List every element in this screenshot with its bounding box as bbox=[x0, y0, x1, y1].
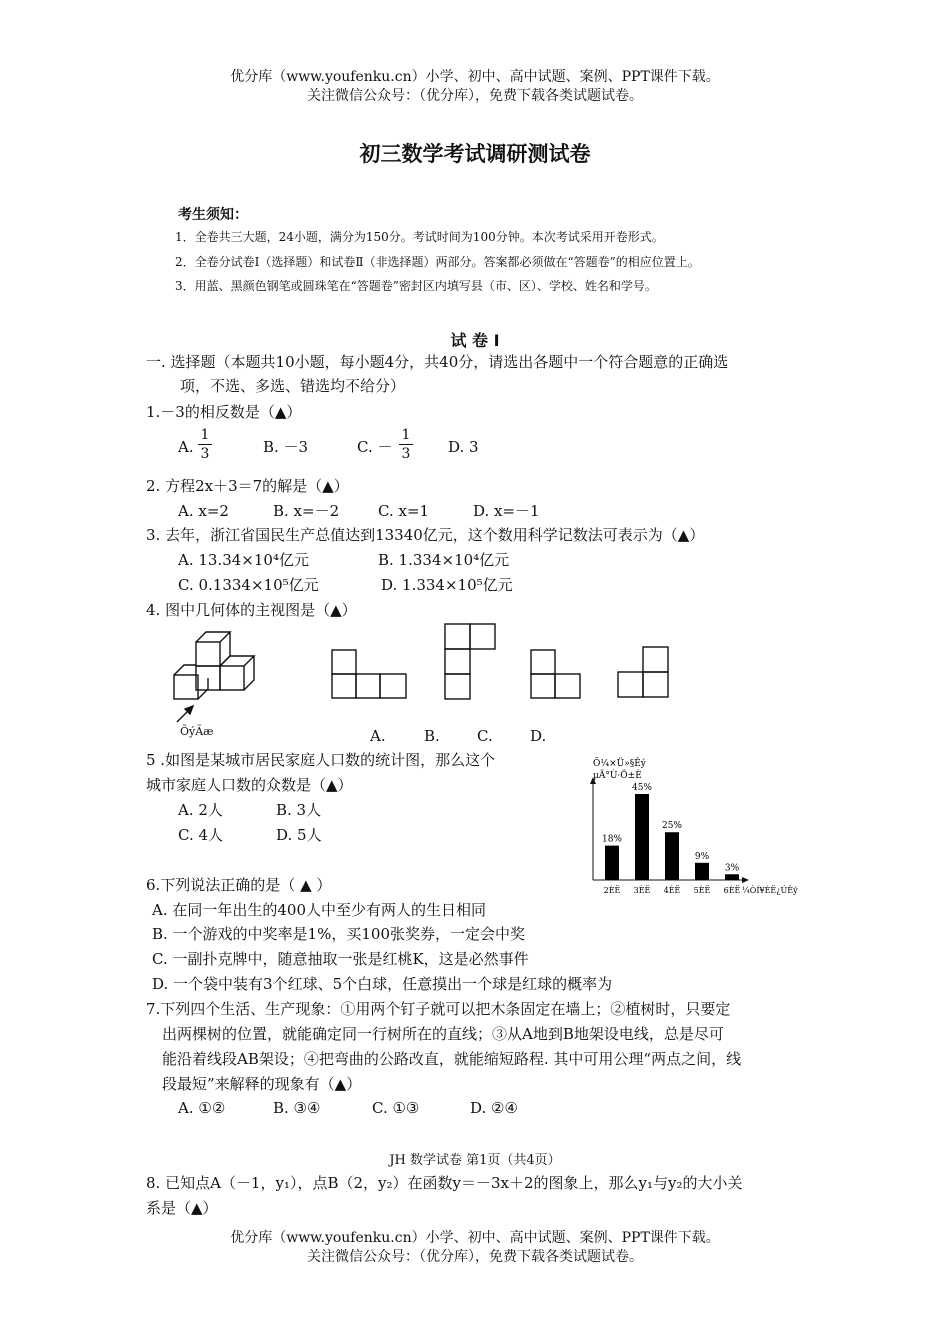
page-title: 初三数学考试调研测试卷 bbox=[359, 142, 591, 166]
q7-line3: 能沿着线段AB架设；④把弯曲的公路改直，就能缩短路程. 其中可用公理“两点之间，线 bbox=[162, 1050, 742, 1068]
chart-data-label-5: 3% bbox=[724, 863, 740, 874]
q4-option-d-view bbox=[618, 647, 668, 697]
q7-line1: 7.下列四个生活、生产现象：①用两个钉子就可以把木条固定在墙上；②植树时，只要定 bbox=[146, 1000, 731, 1018]
q7-option-b: B. ③④ bbox=[273, 1099, 321, 1117]
q1-option-d: D. 3 bbox=[448, 438, 479, 456]
q2-option-a: A. x=2 bbox=[178, 502, 229, 520]
q7-line4: 段最短”来解释的现象有（▲） bbox=[162, 1075, 362, 1093]
q2-option-b: B. x=－2 bbox=[273, 502, 340, 520]
q1-a-denominator: 3 bbox=[200, 446, 210, 462]
site-banner-line1: 优分库（www.youfenku.cn）小学、初中、高中试题、案例、PPT课件下载。 bbox=[230, 69, 720, 85]
page-footer: JH 数学试卷 第1页（共4页） bbox=[389, 1153, 561, 1168]
q1-c-numerator: 1 bbox=[401, 427, 411, 443]
q8-line2: 系是（▲） bbox=[146, 1199, 218, 1217]
q4-stem: 4. 图中几何体的主视图是（▲） bbox=[146, 601, 357, 619]
q3-stem: 3. 去年，浙江省国民生产总值达到13340亿元，这个数用科学记数法可表示为（▲） bbox=[146, 526, 705, 544]
q5-option-d: D. 5人 bbox=[276, 826, 322, 844]
chart-bar-4 bbox=[695, 863, 709, 880]
chart-bar-3 bbox=[665, 832, 679, 880]
part1-line1: 一. 选择题（本题共10小题，每小题4分，共40分，请选出各题中一个符合题意的正确选 bbox=[146, 353, 729, 371]
household-size-chart bbox=[585, 755, 815, 900]
q1-c-denominator: 3 bbox=[401, 446, 411, 462]
notice-heading: 考生须知： bbox=[178, 207, 248, 223]
q4-option-d: D. bbox=[530, 727, 547, 745]
bottom-banner-line1: 优分库（www.youfenku.cn）小学、初中、高中试题、案例、PPT课件下载。 bbox=[230, 1230, 720, 1246]
q4-option-a-view bbox=[332, 650, 406, 698]
q5-option-a: A. 2人 bbox=[178, 801, 223, 819]
q4-solid-figure bbox=[174, 632, 254, 699]
q4-option-b: B. bbox=[424, 727, 440, 745]
chart-category-label-5: 6ÈË bbox=[723, 886, 741, 895]
chart-xlabel: ¼ÒÍ¥ÈË¿ÚÊý bbox=[742, 886, 798, 895]
q6-option-c: C. 一副扑克牌中，随意抽取一张是红桃K，这是必然事件 bbox=[152, 950, 529, 968]
q3-option-a: A. 13.34×10⁴亿元 bbox=[178, 551, 309, 569]
chart-x-axis-arrow bbox=[742, 877, 749, 883]
q6-option-a: A. 在同一年出生的400人中至少有两人的生日相同 bbox=[152, 901, 487, 919]
q1-a-numerator: 1 bbox=[200, 427, 210, 443]
site-banner-line2: 关注微信公众号：（优分库），免费下载各类试题试卷。 bbox=[307, 88, 643, 104]
notice-item-2: 2．全卷分试卷Ⅰ（选择题）和试卷Ⅱ（非选择题）两部分。答案都必须做在“答题卷”的相应位置上。 bbox=[175, 255, 700, 269]
q1-stem: 1.－3的相反数是（▲） bbox=[146, 403, 302, 421]
chart-category-label-2: 3ÈË bbox=[633, 886, 651, 895]
q6-stem: 6.下列说法正确的是（ ▲ ） bbox=[146, 876, 332, 894]
chart-bar-2 bbox=[635, 794, 649, 880]
q4-figures bbox=[140, 620, 700, 745]
q1-option-c-label: C. － bbox=[357, 438, 393, 456]
chart-data-label-3: 25% bbox=[661, 821, 683, 832]
chart-data-label-2: 45% bbox=[631, 783, 653, 793]
q4-option-c: C. bbox=[477, 727, 493, 745]
q7-line2: 出两棵树的位置，就能确定同一行树所在的直线；③从A地到B地架设电线，总是尽可 bbox=[162, 1025, 724, 1043]
chart-ylabel-line2: µÄ°Ù·Ö±È bbox=[593, 771, 642, 781]
q2-option-c: C. x=1 bbox=[378, 502, 430, 520]
q2-option-d: D. x=－1 bbox=[473, 502, 540, 520]
notice-item-3: 3．用蓝、黑颜色钢笔或圆珠笔在“答题卷”密封区内填写县（市、区）、学校、姓名和学号。 bbox=[175, 279, 657, 293]
section-title: 试 卷 Ⅰ bbox=[450, 331, 500, 350]
q8-line1: 8. 已知点A（－1，y₁），点B（2，y₂）在函数y＝－3x＋2的图象上，那么y₁与y₂的大小关 bbox=[146, 1174, 743, 1192]
q7-option-d: D. ②④ bbox=[470, 1099, 518, 1117]
part1-line2: 项，不选、多选、错选均不给分） bbox=[180, 377, 406, 395]
chart-category-label-4: 5ÈË bbox=[693, 886, 711, 895]
q7-option-c: C. ①③ bbox=[372, 1099, 420, 1117]
chart-bar-5 bbox=[725, 874, 739, 880]
q3-option-b: B. 1.334×10⁴亿元 bbox=[378, 551, 510, 569]
q1-option-c-fraction bbox=[399, 427, 413, 462]
q6-option-d: D. 一个袋中装有3个红球、5个白球，任意摸出一个球是红球的概率为 bbox=[152, 975, 613, 993]
q3-option-d: D. 1.334×10⁵亿元 bbox=[381, 576, 513, 594]
chart-category-label-3: 4ÈË bbox=[663, 886, 681, 895]
q5-stem-line2: 城市家庭人口数的众数是（▲） bbox=[146, 776, 353, 794]
chart-category-label-1: 2ÈË bbox=[603, 886, 621, 895]
chart-data-label-4: 9% bbox=[694, 851, 710, 862]
notice-item-1: 1．全卷共三大题，24小题，满分为150分。考试时间为100分钟。本次考试采用开卷形式。 bbox=[175, 230, 664, 244]
q3-option-c: C. 0.1334×10⁵亿元 bbox=[178, 576, 319, 594]
q6-option-b: B. 一个游戏的中奖率是1%，买100张奖券，一定会中奖 bbox=[152, 925, 525, 943]
q1-option-b: B. －3 bbox=[263, 438, 309, 456]
chart-bar-1 bbox=[605, 846, 619, 880]
bottom-banner-line2: 关注微信公众号：（优分库），免费下载各类试题试卷。 bbox=[307, 1249, 643, 1265]
chart-ylabel-line1: Õ¼×Ü»§Êý bbox=[593, 759, 646, 769]
q7-option-a: A. ①② bbox=[178, 1099, 226, 1117]
q5-stem-line1: 5 .如图是某城市居民家庭人口数的统计图，那么这个 bbox=[146, 751, 496, 769]
q4-option-a: A. bbox=[370, 727, 386, 745]
q4-option-b-view bbox=[445, 624, 495, 699]
q4-option-c-view bbox=[531, 650, 580, 698]
q1-option-a-label: A. bbox=[178, 438, 194, 456]
chart-data-label-1: 18% bbox=[601, 834, 623, 845]
q4-view-label: ÕýÃæ bbox=[180, 725, 214, 738]
q5-option-b: B. 3人 bbox=[276, 801, 322, 819]
q1-option-a-fraction bbox=[198, 427, 212, 462]
q5-option-c: C. 4人 bbox=[178, 826, 224, 844]
q2-stem: 2. 方程2x＋3＝7的解是（▲） bbox=[146, 477, 349, 495]
